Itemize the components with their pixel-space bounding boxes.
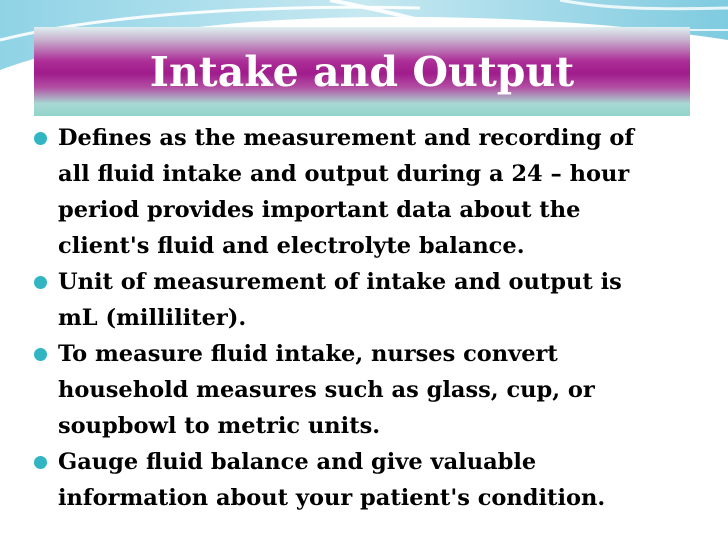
bullet-item xyxy=(33,336,693,444)
bullet-text-line: To measure fluid intake, nurses convert xyxy=(58,341,558,367)
bullet-text-line: client's fluid and electrolyte balance. xyxy=(58,233,525,259)
slide-title: Intake and Output xyxy=(149,48,575,96)
bullet-dot-icon xyxy=(34,348,47,361)
bullet-item xyxy=(33,444,693,516)
bullet-text-line: all fluid intake and output during a 24 – hour xyxy=(58,161,630,187)
bullet-dot-icon xyxy=(34,132,47,145)
bullet-list xyxy=(33,120,693,516)
bullet-text-line: Unit of measurement of intake and output is xyxy=(58,269,622,295)
bullet-text-line: household measures such as glass, cup, or xyxy=(58,377,595,403)
bullet-dot-icon xyxy=(34,456,47,469)
bullet-item xyxy=(33,120,693,264)
bullet-item xyxy=(33,264,693,336)
bullet-text-line: information about your patient's condition. xyxy=(58,485,606,511)
bullet-text-line: Gauge fluid balance and give valuable xyxy=(58,449,537,475)
bullet-dot-icon xyxy=(34,276,47,289)
bullet-text-line: period provides important data about the xyxy=(58,197,581,223)
bullet-text-line: Defines as the measurement and recording of xyxy=(58,125,635,151)
bullet-text-line: soupbowl to metric units. xyxy=(58,413,381,439)
bullet-text-line: mL (milliliter). xyxy=(58,305,247,331)
